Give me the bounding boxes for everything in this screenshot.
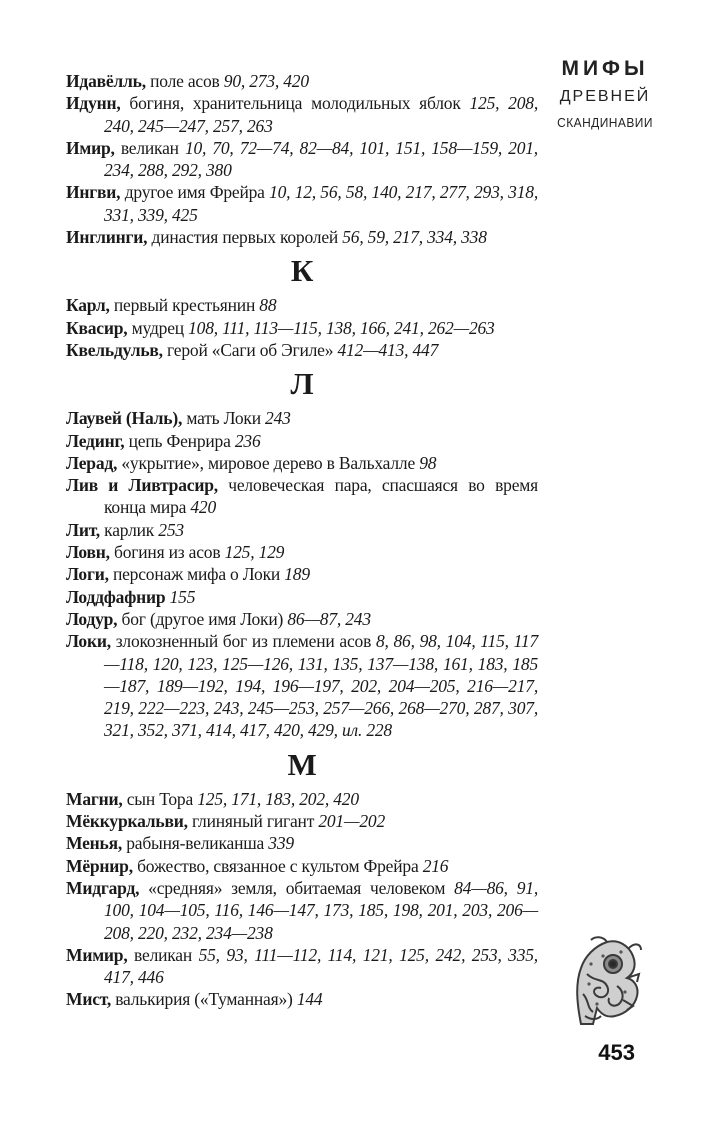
index-term: Инглинги, <box>66 227 148 248</box>
index-page-refs: 108, 111, 113—115, 138, 166, 241, 262—263 <box>188 317 495 338</box>
index-description: бог (другое имя Локи) <box>117 608 288 629</box>
index-term: Идунн, <box>66 93 121 114</box>
index-description: «средняя» земля, обитаемая человеком <box>139 877 455 898</box>
index-description: рабыня-великанша <box>122 833 269 854</box>
page-number: 453 <box>598 1040 635 1065</box>
index-entry <box>66 70 538 92</box>
index-term: Лив и Ливтрасир, <box>66 475 218 496</box>
index-page-refs: 88 <box>259 295 277 316</box>
index-entry <box>66 788 538 810</box>
index-group-m <box>66 788 538 1011</box>
index-page-refs: 155 <box>169 586 196 607</box>
index-page-refs: 10, 70, 72—74, 82—84, 101, 151, 158—159, 201, 234, 288, 292, 380 <box>104 137 538 181</box>
index-entry <box>66 452 538 474</box>
index-page-refs: 86—87, 243 <box>287 608 371 629</box>
index-entry <box>66 988 538 1010</box>
index-term: Логи, <box>66 564 109 585</box>
index-entry <box>66 294 538 316</box>
index-page-refs: 125, 171, 183, 202, 420 <box>197 788 359 809</box>
index-entry <box>66 877 538 944</box>
index-term: Мидгард, <box>66 877 140 898</box>
index-term: Лодур, <box>66 608 118 629</box>
dragon-head-ornament-icon <box>567 934 645 1030</box>
index-entry <box>66 608 538 630</box>
index-description: богиня, хранительница молодильных яблок <box>120 93 470 114</box>
index-page-refs: 189 <box>284 564 310 585</box>
index-term: Мёрнир, <box>66 855 133 876</box>
index-term: Лоддфафнир <box>66 586 166 607</box>
index-page-refs: 216 <box>422 855 449 876</box>
index-term: Лерад, <box>66 452 118 473</box>
index-entry <box>66 226 538 248</box>
index-entry <box>66 832 538 854</box>
index-entry <box>66 519 538 541</box>
index-entry <box>66 541 538 563</box>
index-description: глиняный гигант <box>187 811 319 832</box>
index-description: богиня из асов <box>109 542 225 563</box>
index-page-refs: 125, 129 <box>224 542 285 563</box>
index-group-k <box>66 294 538 361</box>
index-term: Имир, <box>66 137 115 158</box>
index-term: Локи, <box>66 631 111 652</box>
index-page-refs: 201—202 <box>318 811 385 832</box>
index-page-refs: 56, 59, 217, 334, 338 <box>342 227 487 248</box>
running-head <box>545 56 665 134</box>
index-term: Квельдульв, <box>66 339 163 360</box>
index-term: Ингви, <box>66 182 121 203</box>
index-page-refs: 98 <box>419 452 437 473</box>
index-description: валькирия («Туманная») <box>111 989 297 1010</box>
index-column <box>66 70 543 1011</box>
index-page-refs: 125, 208, 240, 245—247, 257, 263 <box>104 93 538 136</box>
index-page-refs: 236 <box>234 430 261 451</box>
index-description: «укрытие», мировое дерево в Вальхалле <box>117 452 420 473</box>
letter-heading-l: Л <box>290 366 314 402</box>
index-page-refs: 339 <box>268 833 294 854</box>
index-term: Лединг, <box>66 430 125 451</box>
index-term: Идавёлль, <box>66 71 146 91</box>
index-description: поле асов <box>145 71 224 91</box>
index-entry <box>66 586 538 608</box>
index-description: цепь Фенрира <box>124 430 235 451</box>
index-term: Лит, <box>66 519 100 540</box>
index-entry <box>66 181 538 226</box>
index-entry <box>66 810 538 832</box>
index-page-refs: 8, 86, 98, 104, 115, 117—118, 120, 123, 125—126, 131, 135, 137—138, 161, 183, 185—187, 189—192, 194, 196—197, 202, 204—205, 216—217, 219, 222—223, 243, 245—253, 257—266, 268—270, 287, 307, 321, 352, 371, 414, 417, 420, 429, ил. 228 <box>104 631 539 741</box>
index-entry <box>66 407 538 429</box>
index-page-refs: 420 <box>190 497 217 518</box>
index-description: мудрец <box>127 317 189 338</box>
index-page-refs: 243 <box>265 408 291 429</box>
index-description: великан <box>127 944 199 965</box>
index-term: Квасир, <box>66 317 128 338</box>
index-entry <box>66 137 538 182</box>
index-description: мать Локи <box>182 408 266 429</box>
letter-heading-k: К <box>290 253 314 289</box>
index-description: персонаж мифа о Локи <box>108 564 285 585</box>
index-description: карлик <box>99 519 159 540</box>
index-entry <box>66 630 538 741</box>
index-entry <box>66 92 538 137</box>
index-description: сын Тора <box>122 788 198 809</box>
index-entry <box>66 855 538 877</box>
running-head-line2: ДРЕВНЕЙ <box>559 88 651 105</box>
index-description: божество, связанное с культом Фрейра <box>132 855 423 876</box>
index-page-refs: 10, 12, 56, 58, 140, 217, 277, 293, 318, 331, 339, 425 <box>104 182 538 225</box>
index-entry <box>66 944 538 989</box>
index-entry <box>66 563 538 585</box>
index-description: великан <box>114 137 185 158</box>
index-description: герой «Саги об Эгиле» <box>162 339 338 360</box>
letter-heading-m: М <box>287 746 317 782</box>
index-group-l <box>66 407 543 741</box>
index-page-refs: 55, 93, 111—112, 114, 121, 125, 242, 253, 335, 417, 446 <box>104 944 538 988</box>
index-page-refs: 253 <box>158 519 184 540</box>
index-page-refs: 84—86, 91, 100, 104—105, 116, 146—147, 173, 185, 198, 201, 203, 206—208, 220, 232, 234—238 <box>104 877 539 943</box>
index-term: Мист, <box>66 989 112 1010</box>
running-head-line3: СКАНДИНАВИИ <box>557 115 653 130</box>
index-term: Менья, <box>66 833 123 854</box>
index-term: Мёккуркальви, <box>66 811 188 832</box>
index-term: Лаувей (Наль), <box>66 408 183 429</box>
index-group-i <box>66 70 538 248</box>
index-entry <box>66 339 538 361</box>
index-term: Карл, <box>66 295 110 316</box>
index-term: Магни, <box>66 788 123 809</box>
index-page-refs: 90, 273, 420 <box>223 71 309 91</box>
index-description: другое имя Фрейра <box>120 182 270 203</box>
index-description: злокозненный бог из племени асов <box>110 631 376 652</box>
running-head-title: МИФЫ <box>561 57 649 80</box>
index-page-refs: 412—413, 447 <box>337 339 439 360</box>
index-page-refs: 144 <box>296 989 323 1010</box>
index-entry <box>66 317 538 339</box>
index-description: династия первых королей <box>147 227 343 248</box>
index-description: человеческая пара, спасшаяся во время конца мира <box>104 475 543 518</box>
index-entry <box>66 474 543 519</box>
index-description: первый крестьянин <box>109 295 260 316</box>
index-term: Ловн, <box>66 542 110 563</box>
index-entry <box>66 430 538 452</box>
index-term: Мимир, <box>66 944 128 965</box>
